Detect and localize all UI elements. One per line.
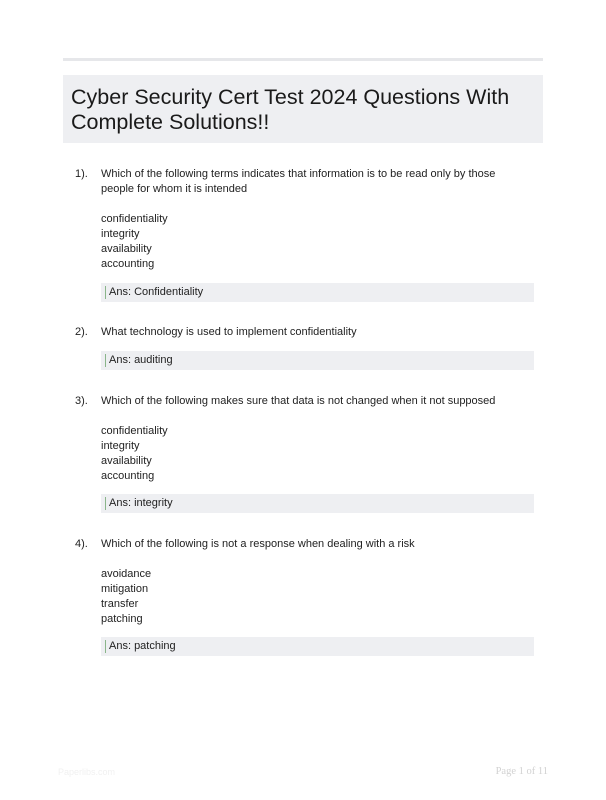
question-text: Which of the following makes sure that data is not changed when it not supposed (101, 395, 496, 407)
option-list (101, 424, 168, 484)
answer-marker (105, 640, 106, 653)
option-item: integrity (101, 228, 140, 240)
question-item-4 (75, 537, 535, 657)
option-item: patching (101, 613, 143, 625)
answer-marker (105, 354, 106, 367)
question-number: 1). (75, 168, 88, 180)
option-item: availability (101, 243, 152, 255)
option-item: transfer (101, 598, 139, 610)
option-item: integrity (101, 440, 140, 452)
question-number: 4). (75, 538, 88, 550)
option-item: confidentiality (101, 213, 168, 225)
option-item: accounting (101, 258, 155, 270)
answer-text: Ans: integrity (109, 497, 173, 509)
question-number: 3). (75, 395, 88, 407)
answer-marker (105, 286, 106, 299)
title-banner (63, 75, 543, 143)
question-text: What technology is used to implement confidentiality (101, 326, 357, 338)
answer-text: Ans: Confidentiality (109, 286, 204, 298)
option-item: confidentiality (101, 425, 168, 437)
option-list (101, 212, 168, 272)
option-item: availability (101, 455, 152, 467)
answer-box (101, 637, 534, 656)
answer-text: Ans: auditing (109, 354, 173, 366)
option-item: mitigation (101, 583, 149, 595)
question-text: Which of the following terms indicates that information is to be read only by those people for whom it is intended (101, 168, 496, 195)
answer-box (101, 283, 534, 302)
question-text: Which of the following is not a response when dealing with a risk (101, 538, 415, 550)
question-item-1 (75, 167, 535, 297)
answer-box (101, 494, 534, 513)
page-number: Page 1 of 11 (495, 766, 548, 777)
option-list (101, 567, 151, 627)
answer-text: Ans: patching (109, 640, 176, 652)
document-title: Cyber Security Cert Test 2024 Questions With Complete Solutions!! (71, 85, 510, 134)
question-item-3 (75, 394, 535, 514)
footer-watermark: Paperlibs.com (58, 767, 116, 777)
question-number: 2). (75, 326, 88, 338)
option-item: avoidance (101, 568, 152, 580)
option-item: accounting (101, 470, 155, 482)
answer-box (101, 351, 534, 370)
header-divider (63, 58, 543, 61)
answer-marker (105, 497, 106, 510)
question-item-2 (75, 325, 535, 370)
